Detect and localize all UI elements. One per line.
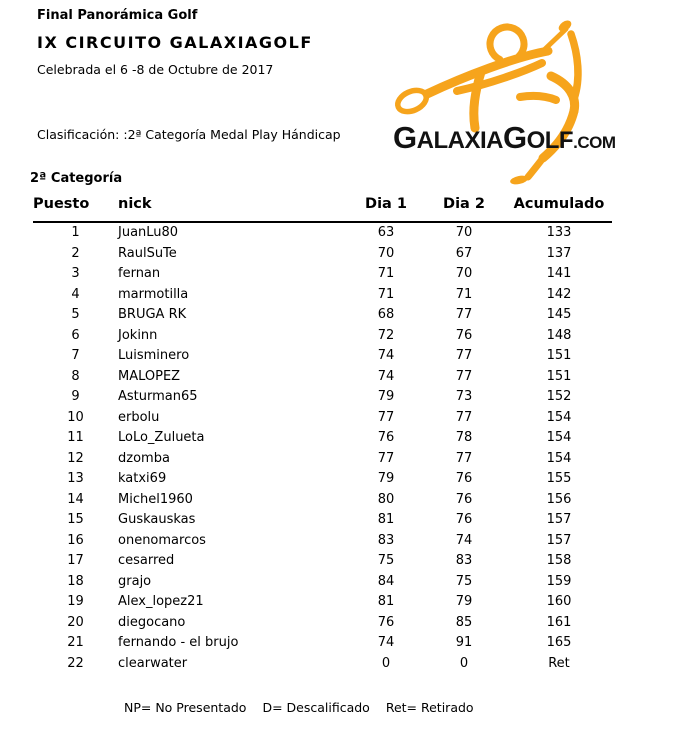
cell-acumulado: 165 bbox=[546, 635, 572, 651]
results-table-body bbox=[33, 222, 612, 674]
cell-acumulado: 161 bbox=[546, 614, 572, 630]
cell-dia1: 80 bbox=[377, 491, 395, 507]
cell-dia2: 76 bbox=[455, 471, 473, 487]
cell-puesto: 4 bbox=[71, 286, 80, 302]
cell-nick: clearwater bbox=[118, 655, 188, 671]
cell-puesto: 18 bbox=[67, 573, 84, 589]
cell-acumulado: Ret bbox=[548, 655, 570, 671]
cell-puesto: 13 bbox=[67, 471, 84, 487]
cell-nick: marmotilla bbox=[118, 286, 189, 302]
cell-acumulado: 142 bbox=[546, 286, 572, 302]
table-row bbox=[33, 408, 612, 429]
cell-dia2: 77 bbox=[455, 450, 473, 466]
table-row bbox=[33, 531, 612, 552]
cell-dia1: 83 bbox=[377, 532, 395, 548]
logo-text-g2: G bbox=[502, 120, 527, 155]
legend-np: NP= No Presentado bbox=[124, 700, 247, 715]
cell-nick: katxi69 bbox=[118, 471, 167, 487]
cell-acumulado: 151 bbox=[546, 348, 572, 364]
cell-nick: LoLo_Zulueta bbox=[118, 430, 205, 446]
cell-nick: JuanLu80 bbox=[118, 225, 179, 241]
cell-dia2: 83 bbox=[455, 553, 473, 569]
cell-nick: onenomarcos bbox=[118, 532, 206, 548]
cell-puesto: 10 bbox=[67, 409, 84, 425]
table-row bbox=[33, 387, 612, 408]
cell-dia2: 73 bbox=[455, 389, 473, 405]
cell-dia2: 70 bbox=[455, 225, 473, 241]
table-row bbox=[33, 346, 612, 367]
cell-dia2: 70 bbox=[455, 266, 473, 282]
cell-nick: Alex_lopez21 bbox=[118, 594, 204, 610]
cell-dia2: 0 bbox=[459, 655, 469, 671]
table-row bbox=[33, 449, 612, 470]
event-date: Celebrada el 6 -8 de Octubre de 2017 bbox=[37, 62, 274, 77]
document-header bbox=[37, 8, 313, 77]
cell-puesto: 21 bbox=[67, 635, 84, 651]
table-row bbox=[33, 285, 612, 306]
cell-dia2: 76 bbox=[455, 491, 473, 507]
cell-acumulado: 157 bbox=[546, 532, 572, 548]
cell-puesto: 1 bbox=[71, 225, 80, 241]
column-header-nick: nick bbox=[118, 196, 152, 212]
cell-puesto: 22 bbox=[67, 655, 84, 671]
cell-dia1: 76 bbox=[377, 430, 395, 446]
cell-acumulado: 151 bbox=[546, 368, 572, 384]
cell-dia2: 85 bbox=[455, 614, 473, 630]
cell-puesto: 19 bbox=[67, 594, 84, 610]
cell-dia1: 81 bbox=[377, 512, 395, 528]
cell-acumulado: 154 bbox=[546, 450, 572, 466]
cell-acumulado: 156 bbox=[546, 491, 572, 507]
legend-d: D= Descalificado bbox=[262, 700, 370, 715]
cell-puesto: 20 bbox=[67, 614, 84, 630]
table-row bbox=[33, 654, 612, 675]
cell-dia1: 79 bbox=[377, 389, 395, 405]
logo-text-olf: OLF bbox=[526, 127, 574, 154]
logo-text-g1: G bbox=[393, 120, 417, 155]
logo-text-domain: .COM bbox=[573, 133, 616, 152]
results-table-header bbox=[33, 190, 612, 222]
cell-dia2: 74 bbox=[455, 532, 473, 548]
cell-acumulado: 148 bbox=[546, 327, 572, 343]
table-row bbox=[33, 264, 612, 285]
legend-footer bbox=[124, 700, 474, 715]
column-header-puesto: Puesto bbox=[33, 196, 90, 212]
cell-dia2: 77 bbox=[455, 409, 473, 425]
cell-dia2: 76 bbox=[455, 327, 473, 343]
cell-nick: Luisminero bbox=[118, 348, 190, 364]
cell-dia1: 79 bbox=[377, 471, 395, 487]
cell-acumulado: 154 bbox=[546, 409, 572, 425]
cell-puesto: 8 bbox=[71, 368, 80, 384]
cell-puesto: 9 bbox=[71, 389, 80, 405]
cell-puesto: 14 bbox=[67, 491, 84, 507]
logo-wordmark bbox=[393, 122, 615, 153]
cell-nick: Guskauskas bbox=[118, 512, 196, 528]
table-row bbox=[33, 613, 612, 634]
cell-dia1: 77 bbox=[377, 409, 395, 425]
cell-acumulado: 133 bbox=[546, 225, 572, 241]
cell-dia1: 81 bbox=[377, 594, 395, 610]
table-row bbox=[33, 244, 612, 265]
cell-dia1: 74 bbox=[377, 635, 395, 651]
column-header-acumulado: Acumulado bbox=[513, 196, 605, 212]
cell-puesto: 7 bbox=[71, 348, 80, 364]
legend-ret: Ret= Retirado bbox=[385, 700, 474, 715]
galaxiagolf-logo bbox=[385, 0, 675, 188]
cell-dia1: 76 bbox=[377, 614, 395, 630]
cell-dia1: 70 bbox=[377, 245, 395, 261]
table-row bbox=[33, 222, 612, 244]
cell-nick: dzomba bbox=[118, 450, 170, 466]
cell-acumulado: 159 bbox=[546, 573, 572, 589]
cell-dia1: 74 bbox=[377, 368, 395, 384]
cell-puesto: 6 bbox=[71, 327, 80, 343]
cell-nick: grajo bbox=[118, 573, 152, 589]
classification-line: Clasificación: :2ª Categoría Medal Play Hándicap bbox=[37, 127, 341, 142]
cell-puesto: 11 bbox=[67, 430, 84, 446]
cell-nick: MALOPEZ bbox=[118, 368, 181, 384]
cell-nick: RaulSuTe bbox=[118, 245, 177, 261]
cell-nick: Asturman65 bbox=[118, 389, 198, 405]
cell-dia1: 74 bbox=[377, 348, 395, 364]
cell-dia2: 78 bbox=[455, 430, 473, 446]
cell-nick: fernando - el brujo bbox=[118, 635, 239, 651]
cell-dia1: 63 bbox=[377, 225, 395, 241]
cell-acumulado: 155 bbox=[546, 471, 572, 487]
cell-acumulado: 141 bbox=[546, 266, 572, 282]
cell-dia2: 77 bbox=[455, 348, 473, 364]
cell-puesto: 12 bbox=[67, 450, 84, 466]
cell-acumulado: 152 bbox=[546, 389, 572, 405]
cell-puesto: 16 bbox=[67, 532, 84, 548]
cell-dia1: 68 bbox=[377, 307, 395, 323]
header-row bbox=[33, 190, 612, 222]
cell-dia1: 75 bbox=[377, 553, 395, 569]
table-row bbox=[33, 326, 612, 347]
cell-dia2: 77 bbox=[455, 368, 473, 384]
cell-acumulado: 137 bbox=[546, 245, 572, 261]
golfer-swing-icon bbox=[385, 0, 675, 188]
cell-dia1: 84 bbox=[377, 573, 395, 589]
logo-text-alaxia: ALAXIA bbox=[416, 127, 503, 154]
cell-dia1: 77 bbox=[377, 450, 395, 466]
table-row bbox=[33, 428, 612, 449]
table-row bbox=[33, 592, 612, 613]
cell-dia2: 75 bbox=[455, 573, 473, 589]
table-row bbox=[33, 469, 612, 490]
cell-dia1: 0 bbox=[381, 655, 391, 671]
cell-acumulado: 158 bbox=[546, 553, 572, 569]
cell-puesto: 3 bbox=[71, 266, 80, 282]
table-row bbox=[33, 305, 612, 326]
cell-nick: erbolu bbox=[118, 409, 160, 425]
cell-dia1: 71 bbox=[377, 266, 395, 282]
cell-nick: diegocano bbox=[118, 614, 186, 630]
event-name: Final Panorámica Golf bbox=[37, 8, 198, 23]
cell-dia2: 79 bbox=[455, 594, 473, 610]
cell-nick: Michel1960 bbox=[118, 491, 193, 507]
cell-puesto: 17 bbox=[67, 553, 84, 569]
results-table bbox=[33, 190, 612, 674]
cell-dia2: 91 bbox=[455, 635, 473, 651]
column-header-dia1: Dia 1 bbox=[365, 196, 407, 212]
cell-acumulado: 154 bbox=[546, 430, 572, 446]
cell-dia1: 72 bbox=[377, 327, 395, 343]
tournament-title: IX CIRCUITO GALAXIAGOLF bbox=[37, 33, 313, 52]
cell-acumulado: 160 bbox=[546, 594, 572, 610]
cell-puesto: 2 bbox=[71, 245, 80, 261]
cell-dia2: 76 bbox=[455, 512, 473, 528]
cell-acumulado: 157 bbox=[546, 512, 572, 528]
table-row bbox=[33, 551, 612, 572]
table-row bbox=[33, 633, 612, 654]
table-row bbox=[33, 367, 612, 388]
cell-puesto: 5 bbox=[71, 307, 80, 323]
cell-dia2: 71 bbox=[455, 286, 473, 302]
table-row bbox=[33, 572, 612, 593]
cell-acumulado: 145 bbox=[546, 307, 572, 323]
cell-nick: Jokinn bbox=[118, 327, 158, 343]
cell-nick: cesarred bbox=[118, 553, 175, 569]
column-header-dia2: Dia 2 bbox=[443, 196, 485, 212]
cell-dia1: 71 bbox=[377, 286, 395, 302]
cell-nick: BRUGA RK bbox=[118, 307, 187, 323]
category-label: 2ª Categoría bbox=[30, 171, 123, 186]
cell-dia2: 67 bbox=[455, 245, 473, 261]
table-row bbox=[33, 510, 612, 531]
table-row bbox=[33, 490, 612, 511]
cell-puesto: 15 bbox=[67, 512, 84, 528]
cell-nick: fernan bbox=[118, 266, 161, 282]
cell-dia2: 77 bbox=[455, 307, 473, 323]
